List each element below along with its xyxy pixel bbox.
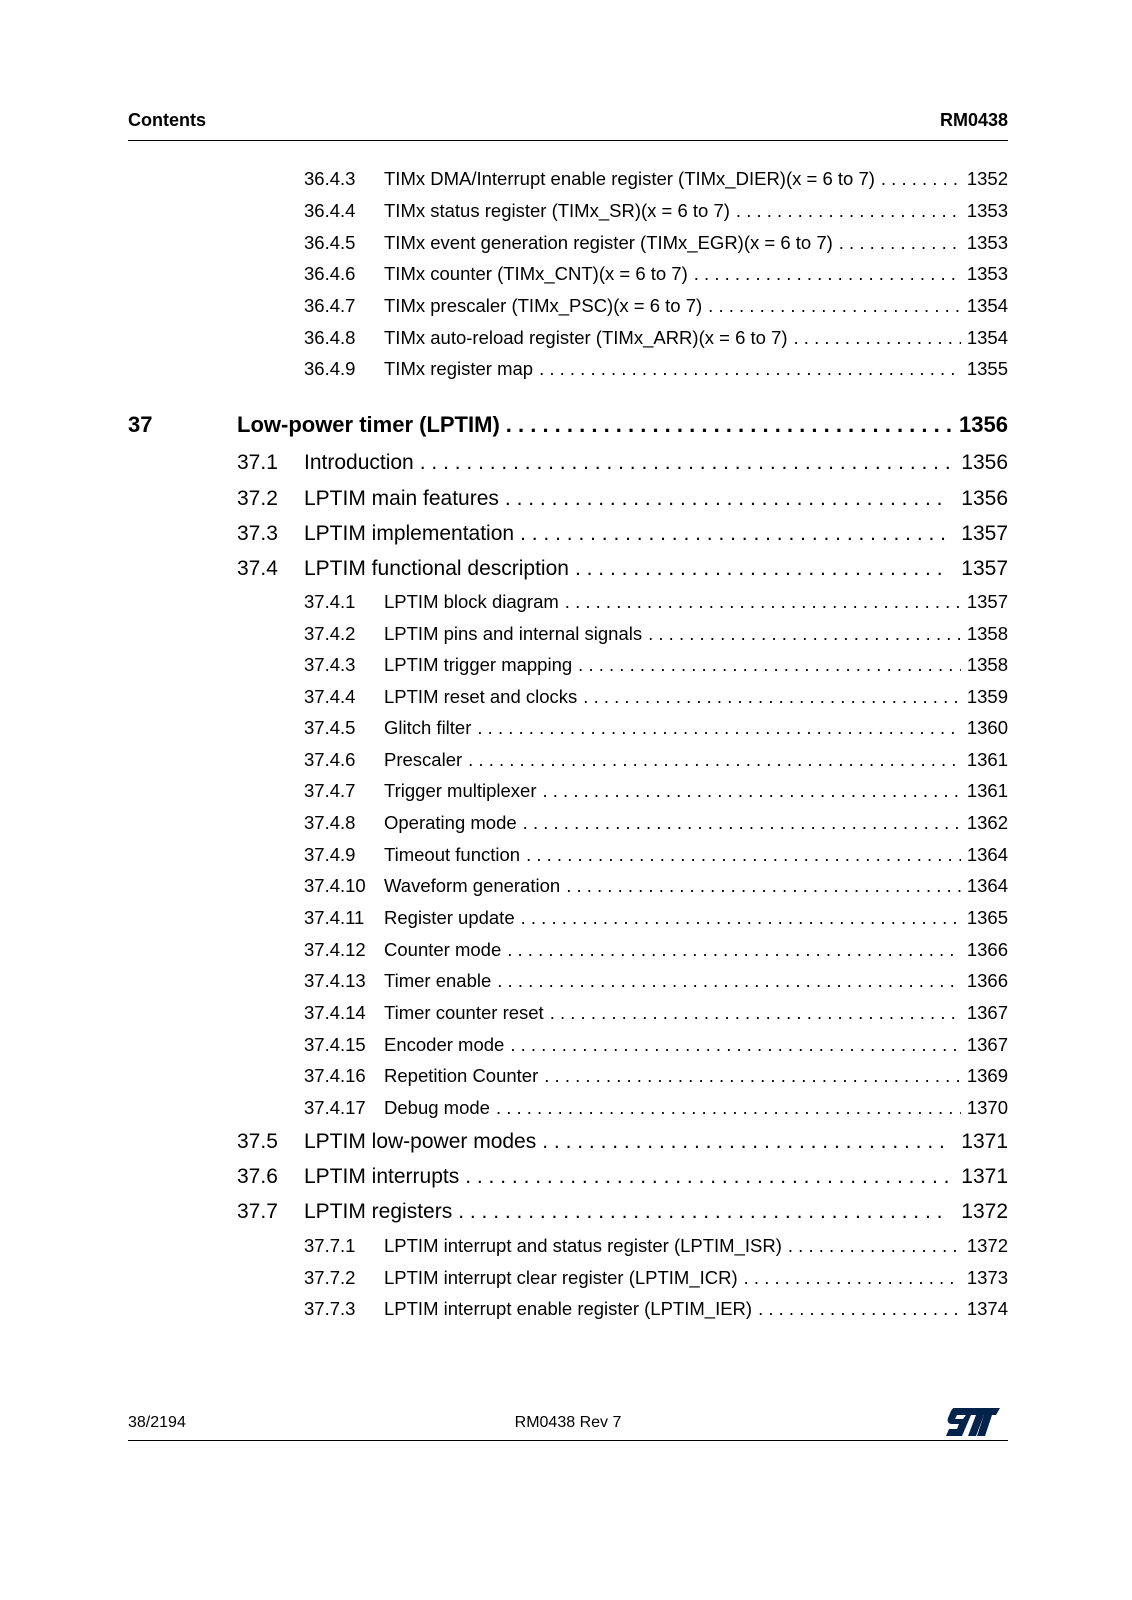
toc-entry[interactable]	[304, 875, 1008, 897]
toc-entry-title: LPTIM interrupt and status register (LPTIM_ISR)	[384, 1235, 782, 1256]
toc-leader-dots	[477, 717, 960, 739]
toc-entry-page: 1371	[961, 1130, 1008, 1153]
toc-leader-dots	[694, 263, 961, 285]
toc-entry-page: 1353	[966, 200, 1008, 221]
toc-entry-number: 37.4.7	[304, 780, 356, 801]
toc-entry-title: TIMx prescaler (TIMx_PSC)(x = 6 to 7)	[384, 295, 703, 316]
toc-entry-title: LPTIM trigger mapping	[384, 654, 573, 675]
toc-entry-title: TIMx register map	[384, 358, 534, 379]
toc-entry[interactable]	[304, 717, 1008, 739]
toc-entry-page: 1361	[966, 749, 1008, 770]
footer-page-number: 38/2194	[128, 1414, 186, 1431]
toc-entry-page: 1354	[966, 327, 1008, 348]
toc-entry-page: 1357	[961, 557, 1008, 580]
toc-leader-dots	[575, 557, 949, 581]
toc-entry-number: 37.4.12	[304, 939, 366, 960]
toc-entry[interactable]	[304, 907, 1008, 929]
toc-entry[interactable]	[304, 1235, 1008, 1257]
toc-entry-number: 37.2	[237, 487, 278, 510]
toc-entry-page: 1370	[966, 1097, 1008, 1118]
toc-entry-number: 37.7.1	[304, 1235, 356, 1256]
toc-entry-page: 1357	[966, 591, 1008, 612]
toc-entry-number: 37.4.6	[304, 749, 356, 770]
toc-entry-number: 37.5	[237, 1130, 278, 1153]
toc-leader-dots	[420, 451, 950, 475]
toc-entry-number: 36.4.8	[304, 327, 356, 348]
toc-entry-page: 1356	[961, 487, 1008, 510]
toc-entry-title: LPTIM interrupts	[304, 1165, 460, 1188]
toc-entry[interactable]	[304, 686, 1008, 708]
toc-entry-title: Waveform generation	[384, 875, 561, 896]
toc-entry-number: 36.4.7	[304, 295, 356, 316]
toc-entry-title: LPTIM reset and clocks	[384, 686, 578, 707]
toc-entry-page: 1367	[966, 1002, 1008, 1023]
toc-entry-number: 37.6	[237, 1165, 278, 1188]
toc-entry[interactable]	[237, 1130, 1008, 1154]
toc-entry[interactable]	[304, 200, 1008, 222]
toc-entry-number: 36.4.4	[304, 200, 356, 221]
toc-entry-number: 37.4.17	[304, 1097, 366, 1118]
toc-entry-number: 37.4.15	[304, 1034, 366, 1055]
toc-entry-title: Register update	[384, 907, 515, 928]
toc-entry[interactable]	[304, 749, 1008, 771]
toc-entry-number: 37.7	[237, 1200, 278, 1223]
page-header	[128, 110, 1008, 141]
toc-leader-dots	[497, 970, 961, 992]
toc-entry-number: 36.4.3	[304, 168, 356, 189]
toc-entry[interactable]	[237, 522, 1008, 546]
toc-entry[interactable]	[304, 591, 1008, 613]
toc-entry-title: TIMx counter (TIMx_CNT)(x = 6 to 7)	[384, 263, 688, 284]
toc-entry-number: 37.4.10	[304, 875, 366, 896]
toc-leader-dots	[788, 1235, 961, 1257]
toc-entry[interactable]	[304, 939, 1008, 961]
toc-entry-title: TIMx event generation register (TIMx_EGR)(x = 6 to 7)	[384, 232, 833, 253]
toc-entry-page: 1352	[966, 168, 1008, 189]
toc-entry[interactable]	[304, 295, 1008, 317]
toc-entry-title: Encoder mode	[384, 1034, 505, 1055]
toc-entry-title: LPTIM block diagram	[384, 591, 559, 612]
toc-entry-number: 37.4.14	[304, 1002, 366, 1023]
toc-entry-page: 1367	[966, 1034, 1008, 1055]
toc-leader-dots	[758, 1298, 961, 1320]
toc-entry-title: Repetition Counter	[384, 1065, 539, 1086]
toc-leader-dots	[550, 1002, 961, 1024]
toc-entry[interactable]	[304, 1002, 1008, 1024]
toc-entry[interactable]	[304, 654, 1008, 676]
header-section-title: Contents	[128, 110, 206, 130]
toc-entry-title: Operating mode	[384, 812, 517, 833]
toc-entry-title: LPTIM functional description	[304, 557, 569, 580]
toc-entry-page: 1366	[966, 939, 1008, 960]
toc-entry-title: Timer counter reset	[384, 1002, 544, 1023]
toc-entry[interactable]	[304, 1267, 1008, 1289]
toc-leader-dots	[839, 232, 961, 254]
toc-entry-title: LPTIM main features	[304, 487, 499, 510]
toc-entry-title: LPTIM interrupt clear register (LPTIM_ICR)	[384, 1267, 738, 1288]
toc-entry-title: TIMx DMA/Interrupt enable register (TIMx_DIER)(x = 6 to 7)	[384, 168, 875, 189]
toc-entry-title: LPTIM interrupt enable register (LPTIM_IER)	[384, 1298, 753, 1319]
toc-entry-page: 1358	[966, 654, 1008, 675]
toc-leader-dots	[794, 327, 961, 349]
toc-entry-page: 1353	[966, 263, 1008, 284]
toc-entry-number: 37.4.8	[304, 812, 356, 833]
toc-entry-page: 1359	[966, 686, 1008, 707]
toc-entry-page: 1358	[966, 623, 1008, 644]
st-logo-icon	[944, 1406, 1002, 1438]
toc-entry-title: Counter mode	[384, 939, 502, 960]
toc-entry[interactable]	[304, 1298, 1008, 1320]
toc-entry-title: Trigger multiplexer	[384, 780, 537, 801]
toc-leader-dots	[544, 1065, 961, 1087]
toc-entry-number: 37.3	[237, 522, 278, 545]
toc-entry-number: 37.4.16	[304, 1065, 366, 1086]
toc-leader-dots	[881, 168, 961, 190]
toc-entry-page: 1357	[961, 522, 1008, 545]
toc-entry-number: 37.4.11	[304, 907, 365, 928]
toc-leader-dots	[521, 907, 961, 929]
toc-entry[interactable]	[304, 168, 1008, 190]
toc-entry-page: 1361	[966, 780, 1008, 801]
toc-entry-title: TIMx auto-reload register (TIMx_ARR)(x = 6 to 7)	[384, 327, 788, 348]
toc-entry[interactable]	[237, 451, 1008, 475]
toc-entry-number: 37.1	[237, 451, 278, 474]
toc-entry-number: 36.4.9	[304, 358, 356, 379]
toc-entry-number: 37.4.2	[304, 623, 356, 644]
toc-leader-dots	[736, 200, 961, 222]
toc-entry-title: TIMx status register (TIMx_SR)(x = 6 to 7)	[384, 200, 730, 221]
toc-entry-number: 37.7.2	[304, 1267, 356, 1288]
toc-leader-dots	[744, 1267, 961, 1289]
toc-entry-page: 1371	[961, 1165, 1008, 1188]
toc-entry[interactable]	[304, 970, 1008, 992]
toc-entry[interactable]	[237, 487, 1008, 511]
toc-entry[interactable]	[304, 1034, 1008, 1056]
toc-leader-dots	[506, 412, 953, 438]
toc-entry-title: Low-power timer (LPTIM)	[237, 412, 500, 437]
toc-entry-number: 37.4	[237, 557, 278, 580]
toc-entry-number: 37.4.4	[304, 686, 356, 707]
toc-entry[interactable]	[128, 412, 1008, 438]
toc-entry-number: 37.4.1	[304, 591, 356, 612]
toc-leader-dots	[539, 358, 961, 380]
toc-leader-dots	[648, 623, 961, 645]
toc-entry[interactable]	[304, 232, 1008, 254]
toc-entry[interactable]	[237, 557, 1008, 581]
toc-entry-title: Timeout function	[384, 844, 521, 865]
toc-entry[interactable]	[304, 327, 1008, 349]
toc-entry-page: 1362	[966, 812, 1008, 833]
toc-entry-number: 37	[128, 412, 153, 437]
toc-entry-number: 37.4.9	[304, 844, 356, 865]
toc-leader-dots	[526, 844, 961, 866]
toc-entry[interactable]	[304, 263, 1008, 285]
toc-entry-number: 37.4.3	[304, 654, 356, 675]
page-footer	[128, 1412, 1008, 1441]
toc-entry-page: 1355	[966, 358, 1008, 379]
toc-entry-title: LPTIM implementation	[304, 522, 515, 545]
toc-entry-number: 37.4.13	[304, 970, 366, 991]
toc-entry[interactable]	[304, 780, 1008, 802]
toc-entry-page: 1373	[966, 1267, 1008, 1288]
toc-leader-dots	[507, 939, 961, 961]
toc-leader-dots	[565, 591, 961, 613]
toc-leader-dots	[468, 749, 961, 771]
toc-leader-dots	[578, 654, 961, 676]
toc-entry[interactable]	[304, 844, 1008, 866]
toc-entry-title: Introduction	[304, 451, 414, 474]
toc-entry-title: Prescaler	[384, 749, 463, 770]
toc-entry-title: LPTIM pins and internal signals	[384, 623, 643, 644]
header-doc-id: RM0438	[939, 110, 1008, 130]
toc-entry-number: 36.4.5	[304, 232, 356, 253]
toc-entry-page: 1374	[966, 1298, 1008, 1319]
toc-entry-title: LPTIM low-power modes	[304, 1130, 537, 1153]
toc-entry-number: 37.7.3	[304, 1298, 356, 1319]
toc-leader-dots	[542, 1130, 949, 1154]
toc-entry-page: 1366	[966, 970, 1008, 991]
toc-entry-number: 37.4.5	[304, 717, 356, 738]
toc-entry[interactable]	[237, 1200, 1008, 1224]
toc-entry-title: Debug mode	[384, 1097, 490, 1118]
toc-entry-page: 1360	[966, 717, 1008, 738]
toc-entry-page: 1356	[961, 451, 1008, 474]
toc-entry[interactable]	[304, 1097, 1008, 1119]
toc-entry-title: Timer enable	[384, 970, 492, 991]
toc-leader-dots	[505, 487, 949, 511]
toc-leader-dots	[520, 522, 949, 546]
toc-entry-page: 1365	[966, 907, 1008, 928]
toc-leader-dots	[708, 295, 961, 317]
toc-entry-number: 36.4.6	[304, 263, 356, 284]
toc-entry-page: 1369	[966, 1065, 1008, 1086]
toc-entry-page: 1364	[966, 844, 1008, 865]
toc-leader-dots	[496, 1097, 961, 1119]
toc-leader-dots	[566, 875, 961, 897]
footer-doc-revision: RM0438 Rev 7	[514, 1414, 622, 1431]
toc-entry[interactable]	[304, 623, 1008, 645]
toc-leader-dots	[543, 780, 961, 802]
toc-entry-page: 1372	[966, 1235, 1008, 1256]
toc-leader-dots	[583, 686, 961, 708]
toc-entry-page: 1354	[966, 295, 1008, 316]
toc-entry-title: LPTIM registers	[304, 1200, 453, 1223]
toc-entry[interactable]	[304, 812, 1008, 834]
toc-entry-page: 1372	[961, 1200, 1008, 1223]
toc-leader-dots	[465, 1165, 949, 1189]
toc-entry[interactable]	[304, 1065, 1008, 1087]
toc-entry-page: 1364	[966, 875, 1008, 896]
toc-entry-page: 1353	[966, 232, 1008, 253]
toc-entry-title: Glitch filter	[384, 717, 472, 738]
toc-leader-dots	[458, 1200, 949, 1224]
toc-entry[interactable]	[304, 358, 1008, 380]
toc-entry[interactable]	[237, 1165, 1008, 1189]
toc-entry-page: 1356	[959, 412, 1008, 437]
toc-leader-dots	[510, 1034, 961, 1056]
toc-leader-dots	[523, 812, 961, 834]
